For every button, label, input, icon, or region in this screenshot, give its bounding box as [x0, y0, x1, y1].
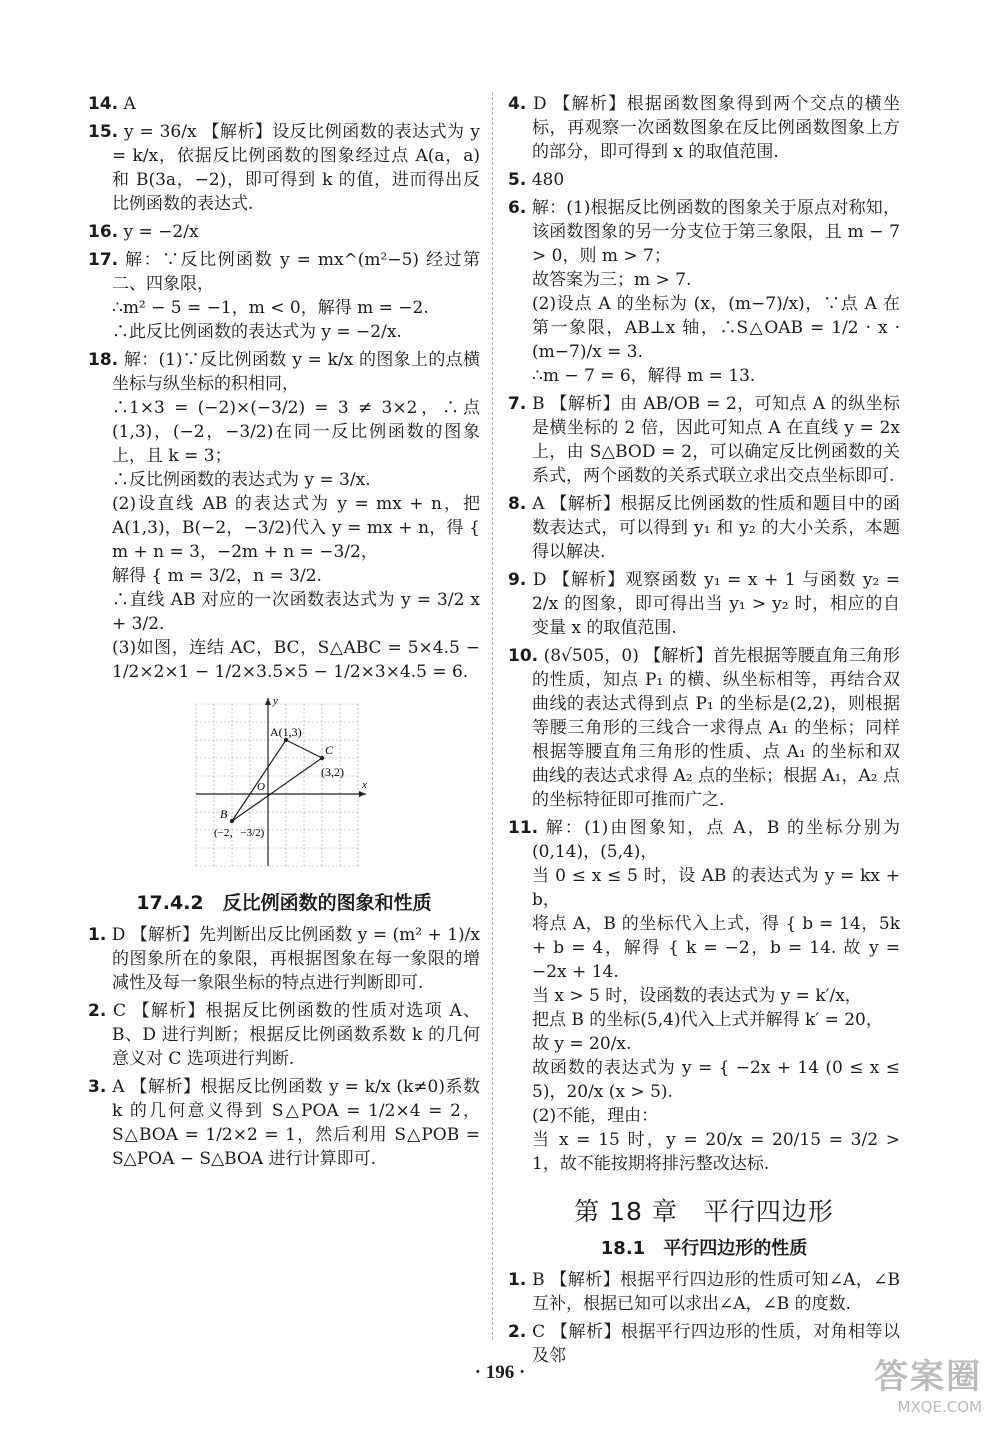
answer-18-1-2: 2. C 【解析】根据平行四边形的性质，对角相等以及邻 [508, 1322, 900, 1366]
answer-15: 15. y = 36/x 【解析】设反比例函数的表达式为 y = k/x，依据反比例函数的图象经过点 A(a，a)和 B(3a，−2)，即可得到 k 的值，进而得出反比例函数的表达式. [88, 122, 481, 214]
coordinate-graph [194, 694, 374, 874]
answer-10: 10. (8√505，0) 【解析】首先根据等腰直角三角形的性质，知点 P₁ 的横、纵坐标相等，再结合双曲线的表达式得到点 P₁ 的坐标是(2,2)，则根据等腰三角形的三线合一求得点 A₁ 的坐标；同样根据等腰直角三角形的性质、点 A₁ 的坐标和双曲线的表达式求得 A₂ 点的坐标；根据 A₁，A₂ 点的坐标特征即可推而广之. [508, 646, 900, 810]
answer-2: 2. C 【解析】根据反比例函数的性质对选项 A、B、D 进行判断；根据反比例函数系数 k 的几何意义对 C 选项进行判断. [88, 1001, 480, 1069]
answer-8: 8. A 【解析】根据反比例函数的性质和题目中的函数表达式，可以得到 y₁ 和 y₂ 的大小关系，本题得以解决. [508, 494, 901, 562]
watermark-logo: 答案圈 [874, 1357, 982, 1397]
answer-9: 9. D 【解析】观察函数 y₁ = x + 1 与函数 y₂ = 2/x 的图象，即可得出当 y₁ > y₂ 时，相应的自变量 x 的取值范围. [508, 570, 900, 638]
point-c-label: C [325, 743, 334, 757]
answer-14: 14. A [88, 94, 136, 114]
page-number: · 196 · [474, 1362, 526, 1383]
answer-18-1-1: 1. B 【解析】根据平行四边形的性质可知∠A，∠B 互补，根据已知可以求出∠A，∠B 的度数. [508, 1270, 900, 1314]
left-column [88, 92, 480, 1171]
point-c-coord-label: (3,2) [321, 765, 344, 779]
answer-18-line: ∴反比例函数的表达式为 y = 3/x. [112, 470, 371, 490]
point-c [320, 756, 324, 760]
answer-6: 6. 解：(1)根据反比例函数的图象关于原点对称知，该函数图象的另一分支位于第三象限，且 m − 7 > 0，则 m > 7； [508, 198, 900, 266]
answer-18-line: ∴直线 AB 对应的一次函数表达式为 y = 3/2 x + 3/2. [112, 590, 480, 634]
answer-3: 3. A 【解析】根据反比例函数 y = k/x (k≠0)系数 k 的几何意义得到 S△POA = 1/2×4 = 2，S△BOA = 1/2×2 = 1，然后利用 S△POB = S△POA − S△BOA 进行计算即可. [88, 1077, 481, 1169]
section-heading: 17.4.2 反比例函数的图象和性质 [136, 892, 432, 914]
x-axis-arrow [359, 791, 366, 797]
answer-6-line: (2)设点 A 的坐标为 (x，(m−7)/x)，∵点 A 在第一象限，AB⊥x 轴，∴S△OAB = 1/2 · x · (m−7)/x = 3. [532, 294, 900, 362]
answer-1: 1. D 【解析】先判断出反比例函数 y = (m² + 1)/x 的图象所在的象限，再根据图象在每一象限的增减性及每一象限坐标的特点进行判断即可. [88, 925, 480, 993]
answer-6-line: 故答案为三；m > 7. [532, 270, 692, 290]
answer-17-line: ∴此反比例函数的表达式为 y = −2/x. [112, 322, 402, 342]
answer-4: 4. D 【解析】根据函数图象得到两个交点的横坐标，再观察一次函数图象在反比例函数图象上方的部分，即可得到 x 的取值范围. [508, 94, 900, 162]
answer-11: 11. 解：(1)由图象知，点 A，B 的坐标分别为(0,14)，(5,4)， [508, 818, 900, 862]
answer-5: 5. 480 [508, 170, 565, 190]
point-b-label: B [220, 807, 228, 821]
answer-11-line: 把点 B 的坐标(5,4)代入上式并解得 k′ = 20， [532, 1010, 883, 1030]
answer-11-line: 将点 A，B 的坐标代入上式，得 { b = 14，5k + b = 4，解得 { k = −2，b = 14. 故 y = −2x + 14. [532, 914, 900, 982]
right-column [508, 92, 900, 1368]
answer-17-line: ∴m² − 5 = −1，m < 0，解得 m = −2. [112, 298, 429, 318]
answer-18-line: (2)设直线 AB 的表达式为 y = mx + n，把 A(1,3)，B(−2，−3/2)代入 y = mx + n，得 { m + n = 3，−2m + n = −3/2， [112, 494, 480, 562]
answer-11-line: (2)不能，理由： [532, 1106, 659, 1126]
answer-18-line: ∴1×3 = (−2)×(−3/2) = 3 ≠ 3×2，∴点(1,3)，(−2，−3/2)在同一反比例函数的图象上，且 k = 3； [112, 398, 480, 466]
subsection-heading: 18.1 平行四边形的性质 [600, 1238, 808, 1259]
column-divider [492, 92, 493, 1340]
answer-17: 17. 解：∵反比例函数 y = mx^(m²−5) 经过第二、四象限， [88, 250, 480, 294]
answer-11-line: 故 y = 20/x. [532, 1034, 632, 1054]
origin-label: O [257, 781, 265, 793]
triangle-abc [232, 740, 322, 821]
answer-11-line: 故函数的表达式为 y = { −2x + 14 (0 ≤ x ≤ 5)，20/x (x > 5). [532, 1058, 900, 1102]
answer-11-line: 当 0 ≤ x ≤ 5 时，设 AB 的表达式为 y = kx + b， [532, 866, 900, 910]
chapter-heading: 第 18 章 平行四边形 [574, 1197, 834, 1226]
watermark-url: MXQE.COM [897, 1398, 982, 1416]
answer-7: 7. B 【解析】由 AB/OB = 2，可知点 A 的纵坐标是横坐标的 2 倍，因此可知点 A 在直线 y = 2x 上，由 S△BOD = 2，可以确定反比例函数的关系式，两个函数的关系式联立求出交点坐标即可. [508, 394, 900, 486]
axis-x-label: x [362, 779, 367, 791]
answer-16: 16. y = −2/x [88, 222, 199, 242]
answer-18-line: (3)如图，连结 AC，BC，S△ABC = 5×4.5 − 1/2×2×1 − 1/2×3.5×5 − 1/2×3×4.5 = 6. [112, 638, 480, 682]
watermark [874, 1349, 982, 1416]
answer-6-line: ∴m − 7 = 6，解得 m = 13. [532, 366, 756, 386]
answer-11-line: 当 x = 15 时，y = 20/x = 20/15 = 3/2 > 1，故不能按期将排污整改达标. [532, 1130, 900, 1174]
answer-18-line: 解得 { m = 3/2，n = 3/2. [112, 566, 322, 586]
answer-18: 18. 解：(1)∵反比例函数 y = k/x 的图象上的点横坐标与纵坐标的积相同， [88, 350, 480, 394]
answer-11-line: 当 x > 5 时，设函数的表达式为 y = k′/x， [532, 986, 862, 1006]
axis-y-label: y [273, 695, 278, 707]
y-axis-arrow [265, 698, 271, 705]
point-b [230, 819, 234, 823]
point-b-coord-label: (−2，−3/2) [214, 827, 265, 839]
point-a-label: A(1,3) [270, 725, 302, 739]
